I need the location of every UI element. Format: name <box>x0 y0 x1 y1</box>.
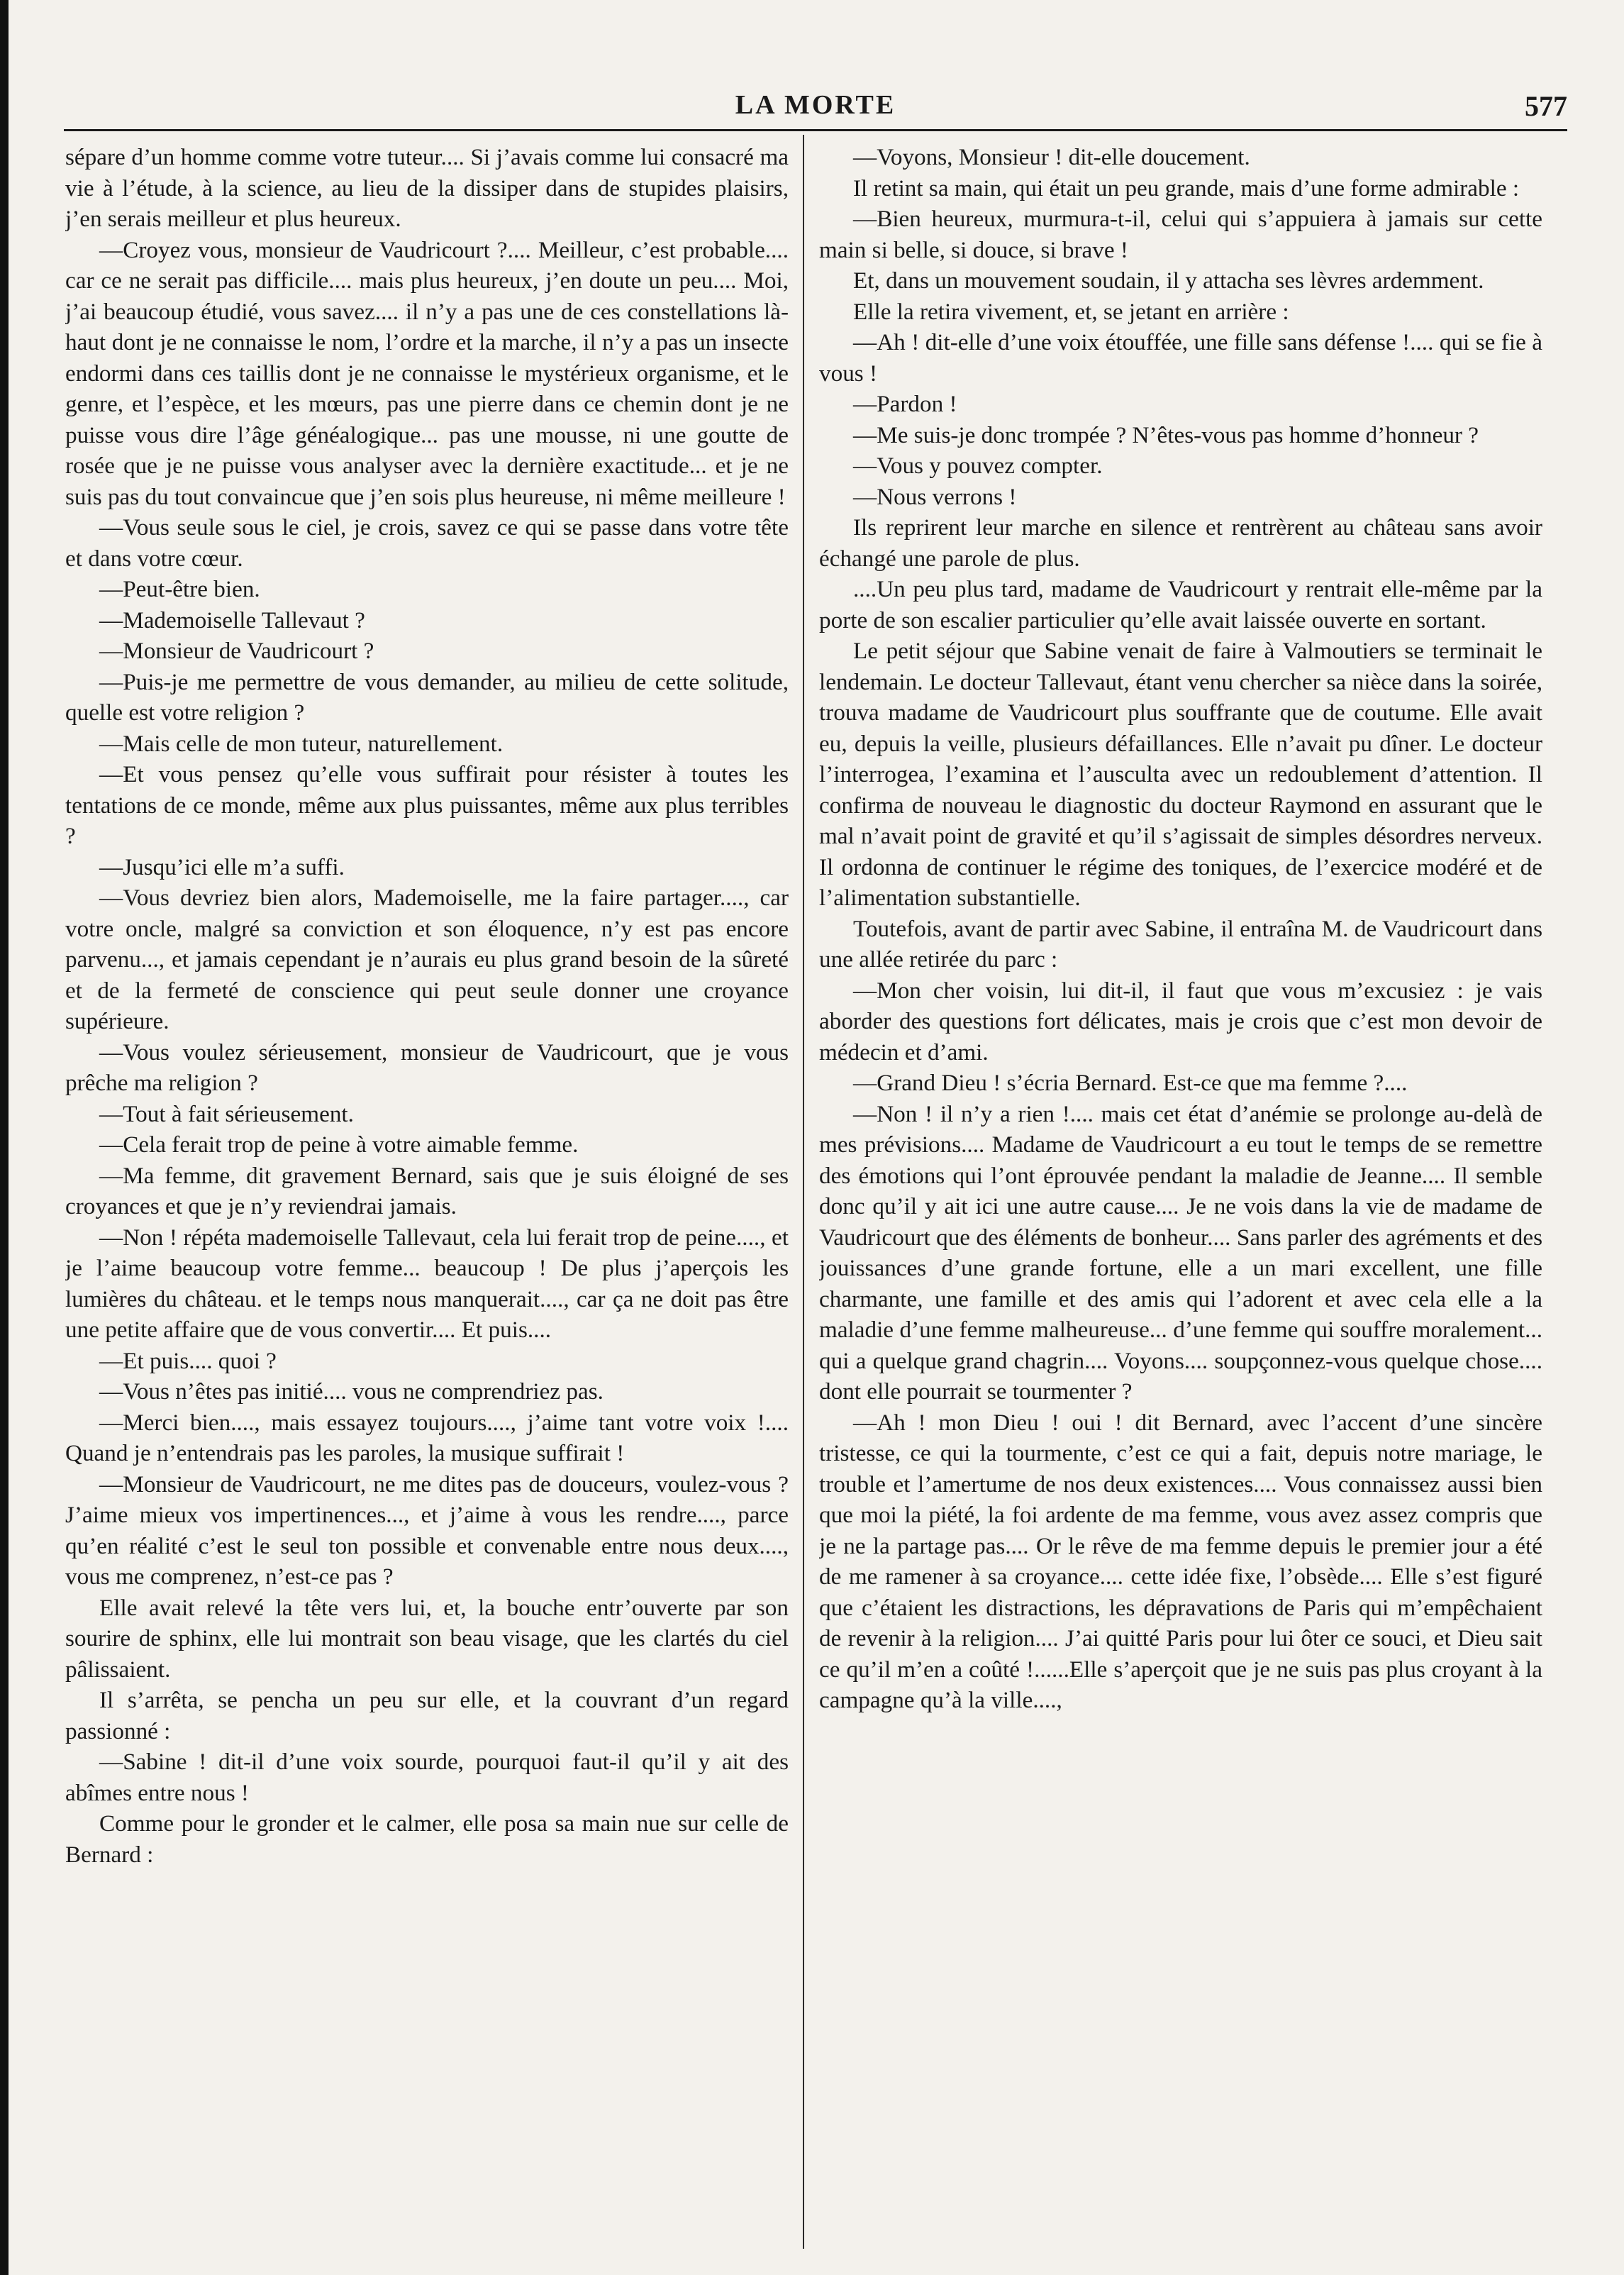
paragraph: —Vous voulez sérieusement, monsieur de Vaudricourt, que je vous prêche ma religion ? <box>65 1039 789 1096</box>
paragraph: —Puis-je me permettre de vous demander, au milieu de cette solitude, quelle est votre religion ? <box>65 668 789 726</box>
paragraph: Elle la retira vivement, et, se jetant en arrière : <box>853 298 1289 325</box>
paragraph: sépare d’un homme comme votre tuteur.... Si j’avais comme lui consacré ma vie à l’étude, à la science, au lieu de la dissiper dans de stupides plaisirs, j’en serais meilleur et plus heureux. <box>65 144 789 232</box>
paragraph: —Non ! répéta mademoiselle Tallevaut, cela lui ferait trop de peine...., et je l’aime beaucoup votre femme... beaucoup ! De plus j’aperçois les lumières du château. et le temps nous manquerait...., car ça ne doit pas être une petite affaire que de vous convertir.... Et puis.... <box>65 1224 789 1343</box>
paragraph: —Mon cher voisin, lui dit-il, il faut que vous m’excusiez : je vais aborder des questions fort délicates, mais je crois que c’est mon devoir de médecin et d’ami. <box>819 977 1542 1065</box>
column-divider <box>803 135 804 2249</box>
paragraph: —Me suis-je donc trompée ? N’êtes-vous pas homme d’honneur ? <box>853 421 1479 448</box>
paragraph: —Et puis.... quoi ? <box>99 1347 277 1374</box>
right-column <box>819 142 1542 2256</box>
paragraph: —Tout à fait sérieusement. <box>99 1100 354 1127</box>
paragraph: —Et vous pensez qu’elle vous suffirait pour résister à toutes les tentations de ce monde, même aux plus puissantes, même aux plus terribles ? <box>65 761 789 849</box>
paragraph: —Mademoiselle Tallevaut ? <box>99 607 365 633</box>
paragraph: —Non ! il n’y a rien !.... mais cet état d’anémie se prolonge au-delà de mes prévisions.... Madame de Vaudricourt a eu tout le temps de se remettre des émotions qui l’ont éprouvée pendant la maladie de Jeanne.... Il semble donc qu’il y ait ici une autre cause.... Je ne vois dans la vie de madame de Vaudricourt que des éléments de bonheur.... Sans parler des agréments et des jouissances d’une grande fortune, elle a un mari excellent, une fille charmante, une famille et des amis qui l’adorent et avec cela elle a la maladie d’une femme malheureuse... d’une femme qui souffre moralement... qui a quelque grand chagrin.... Voyons.... soupçonnez-vous quelque chose.... dont elle pourrait se tourmenter ? <box>819 1100 1542 1405</box>
scan-edge <box>0 0 9 2275</box>
paragraph: —Vous n’êtes pas initié.... vous ne comprendriez pas. <box>99 1378 604 1405</box>
paragraph: —Voyons, Monsieur ! dit-elle doucement. <box>853 144 1250 170</box>
paragraph: —Jusqu’ici elle m’a suffi. <box>99 853 345 880</box>
left-column <box>65 142 789 2256</box>
paragraph: —Monsieur de Vaudricourt ? <box>99 638 374 664</box>
paragraph: Il retint sa main, qui était un peu grande, mais d’une forme admirable : <box>853 175 1520 201</box>
paragraph: —Vous devriez bien alors, Mademoiselle, me la faire partager...., car votre oncle, malgré sa conviction et son éloquence, n’y est pas encore parvenu..., et jamais cependant je n’aurais eu plus grand besoin de la sûreté et de la fermeté de conscience qui peut seule donner une croyance supérieure. <box>65 885 789 1034</box>
paragraph: —Ma femme, dit gravement Bernard, sais que je suis éloigné de ses croyances et que je n’y reviendrai jamais. <box>65 1162 789 1219</box>
paragraph: Ils reprirent leur marche en silence et rentrèrent au château sans avoir échangé une parole de plus. <box>819 514 1542 572</box>
paragraph: —Pardon ! <box>853 391 957 417</box>
paragraph: ....Un peu plus tard, madame de Vaudricourt y rentrait elle-même par la porte de son escalier particulier qu’elle avait laissée ouverte en sortant. <box>819 576 1542 633</box>
paragraph: —Vous seule sous le ciel, je crois, savez ce qui se passe dans votre tête et dans votre cœur. <box>65 514 789 572</box>
paragraph: —Sabine ! dit-il d’une voix sourde, pourquoi faut-il qu’il y ait des abîmes entre nous ! <box>65 1749 789 1806</box>
paragraph: —Cela ferait trop de peine à votre aimable femme. <box>99 1131 579 1158</box>
paragraph: Et, dans un mouvement soudain, il y attacha ses lèvres ardemment. <box>853 267 1484 294</box>
paragraph: —Peut-être bien. <box>99 576 260 602</box>
header-rule <box>64 129 1567 131</box>
running-title: LA MORTE <box>735 90 896 120</box>
paragraph: —Vous y pouvez compter. <box>853 453 1103 479</box>
paragraph: —Monsieur de Vaudricourt, ne me dites pas de douceurs, voulez-vous ? J’aime mieux vos impertinences..., et j’aime à vous les rendre...., parce qu’en réalité c’est le seul ton possible et convenable entre nous deux...., vous me comprenez, n’est-ce pas ? <box>65 1471 789 1590</box>
paragraph: —Nous verrons ! <box>853 483 1017 510</box>
paragraph: —Croyez vous, monsieur de Vaudricourt ?.... Meilleur, c’est probable.... car ce ne serait pas difficile.... mais plus heureux, j’en doute un peu.... Moi, j’ai beaucoup étudié, vous savez.... il n’y a pas une de ces constellations là-haut dont je ne connaisse le nom, l’ordre et la marche, il n’y a pas un insecte endormi dans ces taillis dont je ne connaisse le mystérieux organisme, et le genre, et l’espèce, et les mœurs, pas une pierre dans ce chemin dont je ne puisse vous dire l’âge généalogique... pas une mousse, ni une goutte de rosée que je ne puisse vous analyser avec la dernière exactitude... et je ne suis pas du tout convaincue que j’en sois plus heureuse, ni même meilleure ! <box>65 236 789 510</box>
paragraph: Toutefois, avant de partir avec Sabine, il entraîna M. de Vaudricourt dans une allée retirée du parc : <box>819 915 1542 973</box>
paragraph: Comme pour le gronder et le calmer, elle posa sa main nue sur celle de Bernard : <box>65 1810 789 1868</box>
paragraph: Il s’arrêta, se pencha un peu sur elle, et la couvrant d’un regard passionné : <box>65 1687 789 1744</box>
paragraph: Le petit séjour que Sabine venait de faire à Valmoutiers se terminait le lendemain. Le docteur Tallevaut, étant venu chercher sa nièce dans la soirée, trouva madame de Vaudricourt plus souffrante que de coutume. Elle avait eu, depuis la veille, plusieurs défaillances. Elle n’avait pu dîner. Le docteur l’interrogea, l’examina et l’ausculta avec un redoublement d’attention. Il confirma de nouveau le diagnostic du docteur Raymond en assurant que le mal n’avait point de gravité et qu’il s’agissait de simples désordres nerveux. Il ordonna de continuer le régime des toniques, de l’exercice modéré et de l’alimentation substantielle. <box>819 638 1542 911</box>
running-header <box>64 84 1567 126</box>
page-number: 577 <box>1525 90 1567 122</box>
paragraph: Elle avait relevé la tête vers lui, et, la bouche entr’ouverte par son sourire de sphinx, elle lui montrait son beau visage, que les clartés du ciel pâlissaient. <box>65 1594 789 1683</box>
paragraph: —Mais celle de mon tuteur, naturellement. <box>99 730 504 757</box>
paragraph: —Bien heureux, murmura-t-il, celui qui s’appuiera à jamais sur cette main si belle, si douce, si brave ! <box>819 206 1542 263</box>
paragraph: —Ah ! dit-elle d’une voix étouffée, une fille sans défense !.... qui se fie à vous ! <box>819 329 1542 387</box>
paragraph: —Merci bien...., mais essayez toujours...., j’aime tant votre voix !.... Quand je n’entendrais pas les paroles, la musique suffirait ! <box>65 1409 789 1466</box>
paragraph: —Grand Dieu ! s’écria Bernard. Est-ce que ma femme ?.... <box>853 1070 1408 1096</box>
paragraph: —Ah ! mon Dieu ! oui ! dit Bernard, avec l’accent d’une sincère tristesse, ce qui la tourmente, c’est ce qui a fait, depuis notre mariage, le trouble et l’amertume de nos deux existences.... Vous connaissez aussi bien que moi la piété, la foi ardente de ma femme, vous avez assez compris que je ne la partage pas.... Or le rêve de ma femme depuis le premier jour a été de me ramener à sa croyance.... cette idée fixe, l’obsède.... Elle s’est figuré que c’étaient les distractions, les dépravations de Paris qui m’empêchaient de revenir à la religion.... J’ai quitté Paris pour lui ôter ce souci, et Dieu sait ce qu’il m’en a coûté !......Elle s’aperçoit que je ne suis pas plus croyant à la campagne qu’à la ville...., <box>819 1409 1542 1713</box>
